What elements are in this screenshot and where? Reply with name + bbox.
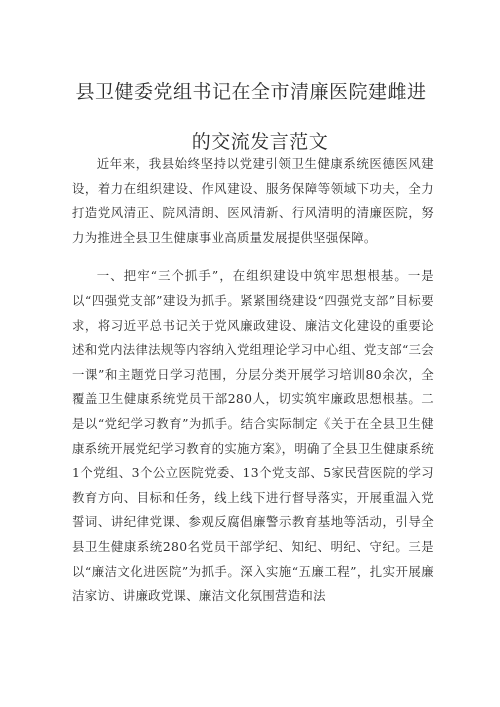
document-title xyxy=(60,76,440,158)
paragraph-section-1: 一、把牢“三个抓手”，在组织建设中筑牢思想根基。一是以“四强党支部”建设为抓手。紧紧围绕建设“四强党支部”目标要求，将习近平总书记关于党风廉政建设、廉洁文化建设的重要论述和党内法律法规等内容纳入党组理论学习中心组、党支部“三会一课”和主题党日学习范围，分层分类开展学习培训80余次，全覆盖卫生健康系统党员干部280人，切实筑牢廉政思想根基。二是以“党纪学习教育”为抓手。结合实际制定《关于在全县卫生健康系统开展党纪学习教育的实施方案》，明确了全县卫生健康系统1个党组、3个公立医院党委、13个党支部、5家民营医院的学习教育方向、目标和任务，线上线下进行督导落实，开展重温入党誓词、讲纪律党课、参观反腐倡廉警示教育基地等活动，引导全县卫生健康系统280名党员干部学纪、知纪、明纪、守纪。三是以“廉洁文化进医院”为抓手。深入实施“五廉工程”，扎实开展廉洁家访、讲廉政党课、廉洁文化氛围营造和法 xyxy=(72,268,434,604)
title-line-1: 县卫健委党组书记在全市清廉医院建雌进 xyxy=(75,81,427,103)
paragraph-intro: 近年来，我县始终坚持以党建引领卫生健康系统医德医风建设，着力在组织建设、作风建设、服务保障等领域下功夫，全力打造党风清正、院风清朗、医风清新、行风清明的清廉医院，努力为推进全县卫生健康事业高质量发展提供坚强保障。 xyxy=(72,156,434,245)
title-line-2: 的交流发言范文 xyxy=(191,131,329,153)
document-body xyxy=(72,152,434,609)
